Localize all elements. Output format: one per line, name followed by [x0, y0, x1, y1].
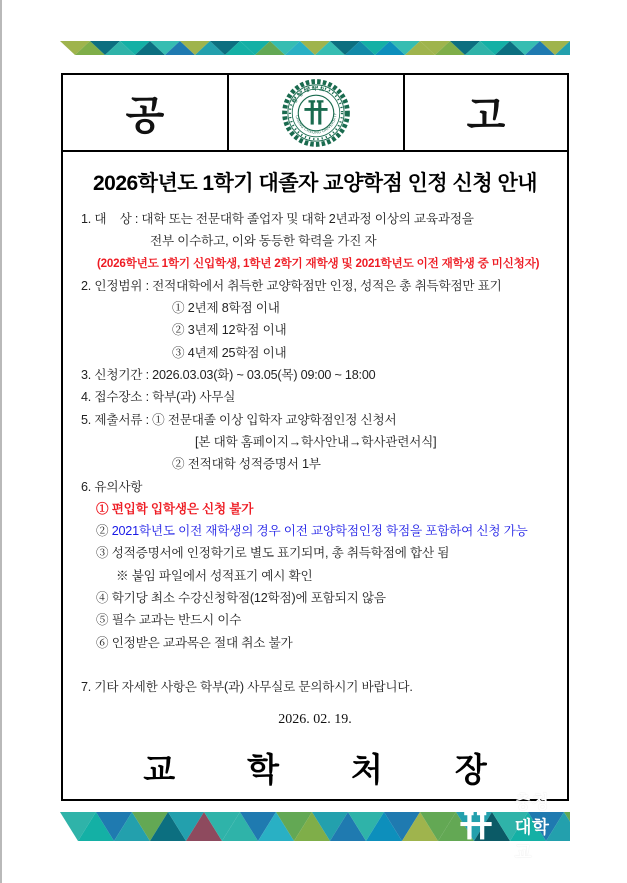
notice-header-table: [61, 73, 569, 152]
notice-line: [63, 542, 567, 564]
gong-char: 공: [125, 94, 165, 138]
line-prefix: ②: [96, 524, 112, 539]
notice-line: [63, 676, 567, 698]
notice-date: 2026. 02. 19.: [278, 711, 352, 727]
notice-line: [63, 364, 567, 386]
signature-char: 교: [143, 750, 176, 788]
line-text: 1. 대 상 : 대학 또는 전문대학 졸업자 및 대학 2년과정 이상의 교육과정을: [81, 212, 474, 226]
line-text: 2021학년도 이전 재학생의 경우 이전 교양학점인정 학점을 포함하여 신청 가능: [111, 524, 528, 539]
notice-line: [63, 654, 567, 676]
go-char: 고: [466, 94, 506, 138]
notice-line: [63, 297, 567, 319]
line-text: 5. 제출서류 : ① 전문대졸 이상 입학자 교양학점인정 신청서: [81, 412, 397, 427]
line-text: 전부 이수하고, 이와 동등한 학력을 가진 자: [150, 234, 377, 249]
university-logo-mark-icon: [441, 812, 511, 841]
signature-char: 처: [351, 750, 383, 788]
notice-line: [63, 409, 567, 431]
line-text: ⑤ 필수 교과는 반드시 이수: [96, 613, 242, 628]
signature-char: 장: [454, 750, 487, 788]
seal-center-mark: [304, 100, 327, 124]
line-text: 7. 기타 자세한 사항은 학부(과) 사무실로 문의하시기 바랍니다.: [81, 680, 413, 695]
notice-line: [63, 587, 567, 609]
signature-char: 학: [247, 750, 279, 788]
header-cell-seal: [229, 75, 405, 150]
line-text: ④ 학기당 최소 수강신청학점(12학점)에 포함되지 않음: [96, 591, 386, 606]
line-text: ② 3년제 12학점 이내: [172, 323, 287, 338]
line-text: 3. 신청기간 : 2026.03.03(화) ~ 03.05(목) 09:00 ~ 18:00: [81, 368, 376, 383]
notice-line: [63, 253, 567, 275]
line-text: ③ 4년제 25학점 이내: [172, 345, 287, 360]
line-text: 2. 인정범위 : 전적대학에서 취득한 교양학점만 인정, 성적은 총 취득학점만 표기: [81, 278, 502, 293]
notice-line: [63, 609, 567, 631]
line-text: ③ 성적증명서에 인정학기로 별도 표기되며, 총 취득학점에 합산 됨: [96, 546, 450, 561]
notice-line: [63, 431, 567, 453]
line-text: ② 전적대학 성적증명서 1부: [172, 457, 321, 472]
notice-document: [61, 73, 569, 801]
notice-line: [63, 476, 567, 498]
notice-line: [63, 632, 567, 654]
top-banner-mosaic: [60, 41, 570, 55]
line-text: ⑥ 인정받은 교과목은 절대 취소 불가: [96, 635, 293, 650]
notice-line: [63, 230, 567, 252]
footer-banner-mosaic: [60, 792, 570, 862]
university-logo: [441, 792, 564, 862]
line-text: ※ 붙임 파일에서 성적표기 예시 확인: [116, 568, 313, 583]
line-text: [본 대학 홈페이지→학사안내→학사관련서식]: [195, 434, 437, 449]
line-text: ① 편입학 입학생은 신청 불가: [96, 501, 254, 516]
notice-lines: [63, 208, 567, 699]
notice-line: [63, 498, 567, 520]
notice-line: [63, 208, 567, 230]
signature-issuer: [63, 744, 567, 791]
notice-line: [63, 565, 567, 587]
notice-line: [63, 386, 567, 408]
university-logo-text: 충청대학교: [514, 792, 550, 862]
line-text: (2026학년도 1학기 신입학생, 1학년 2학기 재학생 및 2021학년도 이전 재학생 중 미신청자): [97, 256, 540, 270]
seal-top-text: · 충 청 대 학 교 ·: [290, 85, 330, 108]
notice-line: [63, 342, 567, 364]
notice-line: [63, 453, 567, 475]
line-text: 6. 유의사항: [81, 479, 143, 494]
seal-bottom-text: CHUNG CHEONG UNIVERSITY: [294, 112, 338, 135]
header-cell-go: [405, 75, 567, 150]
page-edge-line: [0, 0, 2, 883]
line-text: ① 2년제 8학점 이내: [172, 301, 280, 316]
university-seal-icon: [279, 76, 353, 150]
line-text: 4. 접수장소 : 학부(과) 사무실: [81, 390, 236, 405]
notice-body-box: [61, 152, 569, 801]
notice-line: [63, 275, 567, 297]
notice-line: [63, 520, 567, 542]
notice-title: 2026학년도 1학기 대졸자 교양학점 인정 신청 안내: [92, 172, 538, 195]
header-cell-gong: [63, 75, 229, 150]
notice-line: [63, 319, 567, 341]
